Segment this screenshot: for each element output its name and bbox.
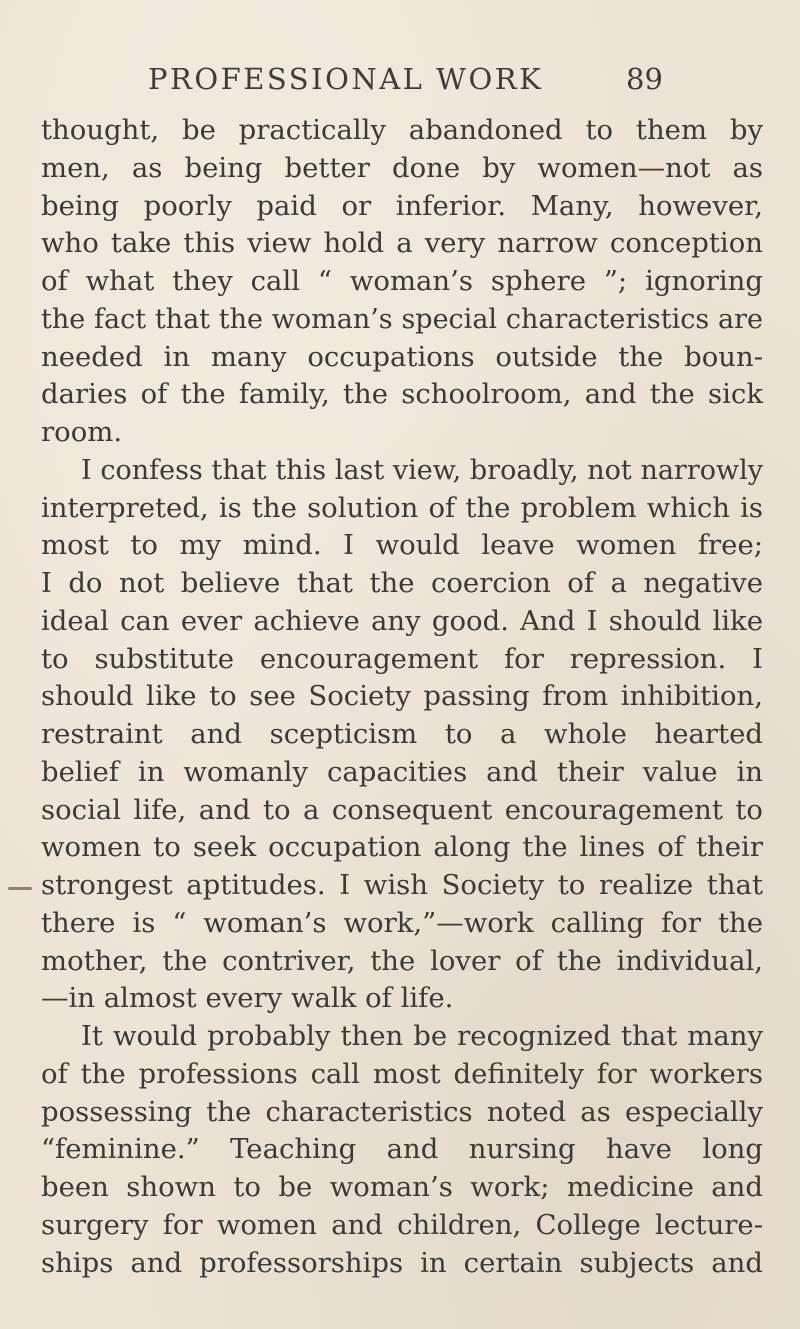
text-line: thought, be practically abandoned to them by <box>41 114 763 146</box>
text-line: —in almost every walk of life. <box>41 982 454 1015</box>
text-line: to substitute encouragement for repression. I <box>41 642 763 675</box>
text-line: daries of the family, the schoolroom, and the sick <box>41 378 763 411</box>
text-line: strongest aptitudes. I wish Society to realize that <box>41 869 763 901</box>
text-line: men, as being better done by women—not as <box>41 151 763 184</box>
text-line: social life, and to a consequent encouragement to <box>41 793 763 826</box>
running-head-title: PROFESSIONAL WORK <box>148 62 544 96</box>
text-line: interpreted, is the solution of the problem which is <box>41 491 763 524</box>
running-head <box>0 62 800 102</box>
text-line: surgery for women and children, College lecture- <box>41 1208 763 1241</box>
body-text <box>41 112 763 1282</box>
text-line: ships and professorships in certain subjects and <box>41 1246 763 1279</box>
text-line: It would probably then be recognized that many <box>81 1020 763 1052</box>
text-line: being poorly paid or inferior. Many, however, <box>41 189 763 222</box>
text-line: mother, the contriver, the lover of the individual, <box>41 944 763 977</box>
text-line: I confess that this last view, broadly, not narrowly <box>81 454 763 486</box>
text-line: ideal can ever achieve any good. And I should like <box>41 604 763 637</box>
text-line: possessing the characteristics noted as especially <box>41 1095 763 1128</box>
text-line: needed in many occupations outside the boun- <box>41 340 763 373</box>
text-line: restraint and scepticism to a whole hearted <box>41 718 763 750</box>
page-number: 89 <box>626 62 663 96</box>
text-line: should like to see Society passing from inhibition, <box>41 680 763 713</box>
text-line: there is “ woman’s work,”—work calling for the <box>41 906 763 939</box>
text-line: the fact that the woman’s special characteristics are <box>41 303 763 335</box>
text-line: room. <box>41 416 123 448</box>
margin-pencil-mark <box>8 887 32 890</box>
text-line: of what they call “ woman’s sphere ”; ignoring <box>41 265 763 297</box>
text-line: who take this view hold a very narrow conception <box>41 227 763 260</box>
text-line: of the professions call most definitely for workers <box>41 1057 763 1090</box>
text-line: been shown to be woman’s work; medicine and <box>41 1171 763 1203</box>
text-line: “feminine.” Teaching and nursing have long <box>41 1133 763 1166</box>
text-line: I do not believe that the coercion of a negative <box>41 567 763 599</box>
text-line: women to seek occupation along the lines of their <box>41 831 763 864</box>
text-line: most to my mind. I would leave women free; <box>41 529 763 562</box>
text-line: belief in womanly capacities and their value in <box>41 755 763 788</box>
